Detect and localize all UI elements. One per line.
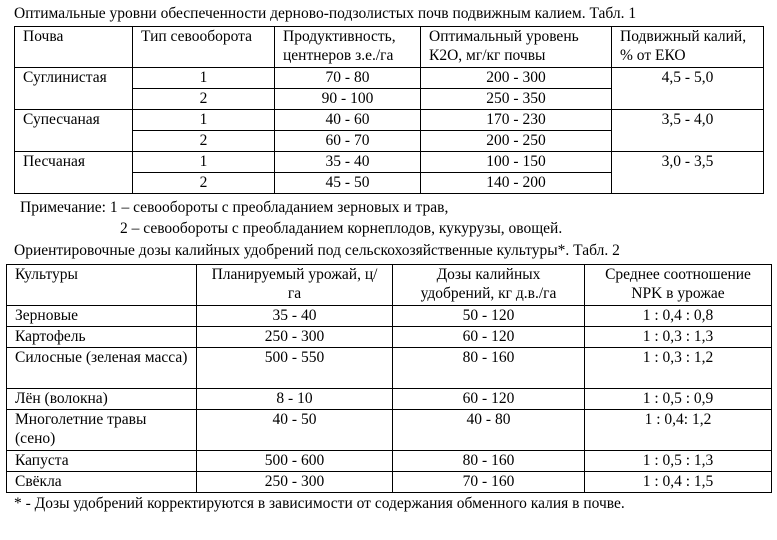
rotation-cell: 2	[133, 173, 275, 194]
k2o-cell: 100 - 150	[421, 152, 612, 173]
crop-cell: Многолетние травы (сено)	[7, 410, 197, 451]
table1-header-row	[15, 27, 764, 68]
table-row	[7, 472, 772, 493]
header-crop: Культуры	[7, 265, 197, 306]
header-soil: Почва	[15, 27, 133, 68]
k2o-cell: 200 - 250	[421, 131, 612, 152]
table-row	[7, 389, 772, 410]
table-row	[15, 152, 764, 173]
table-row	[15, 68, 764, 89]
crop-cell: Лён (волокна)	[7, 389, 197, 410]
productivity-cell: 60 - 70	[275, 131, 421, 152]
dose-cell: 80 - 160	[393, 348, 585, 389]
crop-cell: Зерновые	[7, 306, 197, 327]
yield-cell: 250 - 300	[197, 472, 393, 493]
table1-note-line1: Примечание: 1 – севообороты с преобладанием зерновых и трав,	[20, 199, 449, 216]
npk-cell: 1 : 0,4: 1,2	[585, 410, 772, 451]
fertilizer-doses-table	[6, 264, 772, 493]
rotation-cell: 1	[133, 68, 275, 89]
crop-cell: Свёкла	[7, 472, 197, 493]
npk-cell: 1 : 0,3 : 1,3	[585, 327, 772, 348]
soil-cell: Суглинистая	[15, 68, 133, 110]
header-yield: Планируемый урожай, ц/га	[197, 265, 393, 306]
header-dose: Дозы калийных удобрений, кг д.в./га	[393, 265, 585, 306]
table-row	[7, 348, 772, 389]
npk-cell: 1 : 0,5 : 0,9	[585, 389, 772, 410]
header-k2o: Оптимальный уровень К2О, мг/кг почвы	[421, 27, 612, 68]
dose-cell: 70 - 160	[393, 472, 585, 493]
productivity-cell: 70 - 80	[275, 68, 421, 89]
table2-footnote: * - Дозы удобрений корректируются в зависимости от содержания обменного калия в почве.	[14, 495, 625, 512]
productivity-cell: 90 - 100	[275, 89, 421, 110]
dose-cell: 40 - 80	[393, 410, 585, 451]
table1-caption: Оптимальные уровни обеспеченности дерново-подзолистых почв подвижным калием. Табл. 1	[14, 5, 637, 22]
table2-caption: Ориентировочные дозы калийных удобрений под сельскохозяйственные культуры*. Табл. 2	[14, 242, 620, 259]
productivity-cell: 40 - 60	[275, 110, 421, 131]
rotation-cell: 2	[133, 89, 275, 110]
potassium-share-cell: 3,0 - 3,5	[612, 152, 764, 194]
crop-cell: Картофель	[7, 327, 197, 348]
crop-cell: Силосные (зеленая масса)	[7, 348, 197, 389]
dose-cell: 60 - 120	[393, 327, 585, 348]
k2o-cell: 140 - 200	[421, 173, 612, 194]
npk-cell: 1 : 0,5 : 1,3	[585, 451, 772, 472]
table1-note-line2: 2 – севообороты с преобладанием корнеплодов, кукурузы, овощей.	[120, 220, 563, 237]
potassium-share-cell: 4,5 - 5,0	[612, 68, 764, 110]
soil-cell: Супесчаная	[15, 110, 133, 152]
npk-cell: 1 : 0,3 : 1,2	[585, 348, 772, 389]
table-row	[7, 306, 772, 327]
rotation-cell: 1	[133, 110, 275, 131]
rotation-cell: 1	[133, 152, 275, 173]
npk-cell: 1 : 0,4 : 1,5	[585, 472, 772, 493]
soil-cell: Песчаная	[15, 152, 133, 194]
table-row	[7, 410, 772, 451]
table2-header-row	[7, 265, 772, 306]
potassium-share-cell: 3,5 - 4,0	[612, 110, 764, 152]
header-rotation: Тип севооборота	[133, 27, 275, 68]
crop-cell: Капуста	[7, 451, 197, 472]
k2o-cell: 170 - 230	[421, 110, 612, 131]
header-potassium-share: Подвижный калий, % от ЕКО	[612, 27, 764, 68]
yield-cell: 500 - 550	[197, 348, 393, 389]
yield-cell: 40 - 50	[197, 410, 393, 451]
yield-cell: 8 - 10	[197, 389, 393, 410]
yield-cell: 35 - 40	[197, 306, 393, 327]
dose-cell: 80 - 160	[393, 451, 585, 472]
rotation-cell: 2	[133, 131, 275, 152]
productivity-cell: 35 - 40	[275, 152, 421, 173]
yield-cell: 250 - 300	[197, 327, 393, 348]
table-row	[15, 110, 764, 131]
header-npk: Среднее соотношение NPK в урожае	[585, 265, 772, 306]
dose-cell: 60 - 120	[393, 389, 585, 410]
header-productivity: Продуктивность, центнеров з.е./га	[275, 27, 421, 68]
k2o-cell: 250 - 350	[421, 89, 612, 110]
soil-potassium-table	[14, 26, 764, 194]
dose-cell: 50 - 120	[393, 306, 585, 327]
table-row	[7, 451, 772, 472]
yield-cell: 500 - 600	[197, 451, 393, 472]
k2o-cell: 200 - 300	[421, 68, 612, 89]
npk-cell: 1 : 0,4 : 0,8	[585, 306, 772, 327]
table-row	[7, 327, 772, 348]
productivity-cell: 45 - 50	[275, 173, 421, 194]
